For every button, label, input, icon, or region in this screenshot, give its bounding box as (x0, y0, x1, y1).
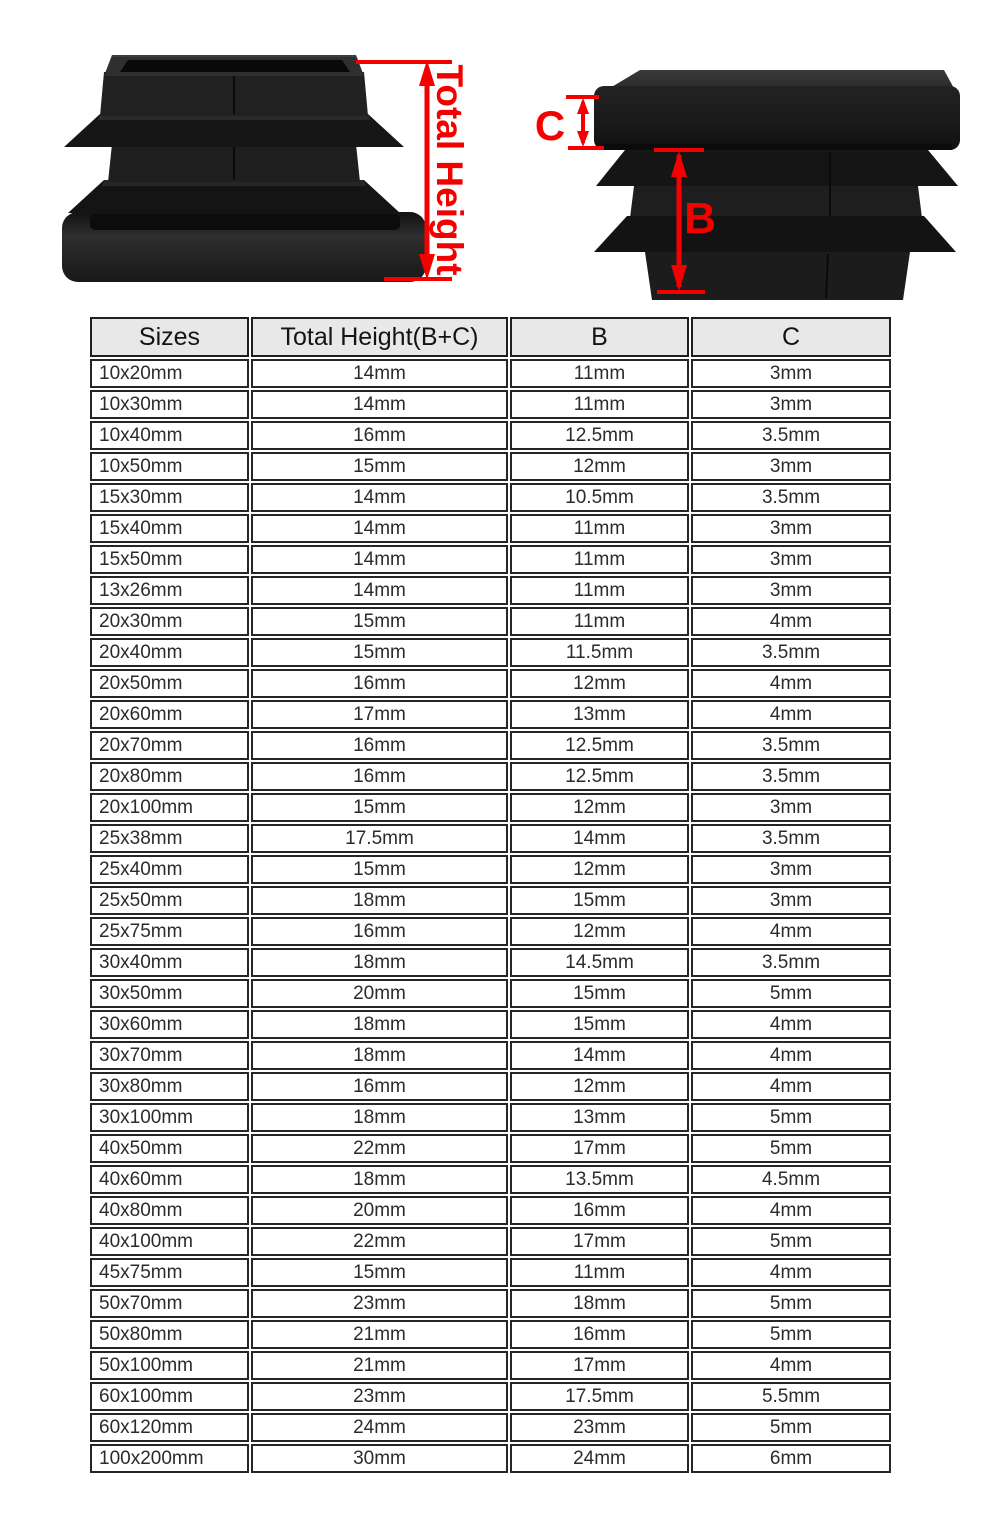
table-row (90, 1289, 891, 1318)
table-row (90, 1165, 891, 1194)
cell-total-height: 18mm (251, 1103, 508, 1132)
cell-c: 5mm (691, 1103, 891, 1132)
cell-c: 3mm (691, 452, 891, 481)
cell-total-height: 16mm (251, 421, 508, 450)
cell-total-height: 16mm (251, 917, 508, 946)
cell-b: 16mm (510, 1320, 689, 1349)
cell-total-height: 15mm (251, 638, 508, 667)
cell-size: 30x50mm (90, 979, 249, 1008)
cell-size: 30x60mm (90, 1010, 249, 1039)
table-row (90, 1320, 891, 1349)
cell-total-height: 18mm (251, 886, 508, 915)
table-row (90, 638, 891, 667)
cell-c: 5mm (691, 1289, 891, 1318)
cell-size: 100x200mm (90, 1444, 249, 1473)
cell-total-height: 15mm (251, 793, 508, 822)
cell-total-height: 16mm (251, 1072, 508, 1101)
cell-size: 30x100mm (90, 1103, 249, 1132)
cell-total-height: 30mm (251, 1444, 508, 1473)
cell-total-height: 14mm (251, 359, 508, 388)
cell-total-height: 15mm (251, 855, 508, 884)
cell-b: 14mm (510, 824, 689, 853)
cell-size: 30x40mm (90, 948, 249, 977)
cell-c: 4mm (691, 917, 891, 946)
cell-c: 4mm (691, 1010, 891, 1039)
cell-size: 25x38mm (90, 824, 249, 853)
column-header-c: C (691, 317, 891, 357)
cell-c: 4mm (691, 1041, 891, 1070)
cell-total-height: 15mm (251, 1258, 508, 1287)
cell-b: 17mm (510, 1227, 689, 1256)
table-row (90, 1444, 891, 1473)
cell-b: 11mm (510, 1258, 689, 1287)
cell-c: 4mm (691, 1072, 891, 1101)
cell-b: 11mm (510, 390, 689, 419)
cell-total-height: 23mm (251, 1382, 508, 1411)
table-row (90, 607, 891, 636)
cell-size: 60x100mm (90, 1382, 249, 1411)
cell-total-height: 14mm (251, 576, 508, 605)
cell-total-height: 22mm (251, 1227, 508, 1256)
cell-b: 13mm (510, 1103, 689, 1132)
b-label: B (684, 194, 716, 243)
table-row (90, 979, 891, 1008)
cell-c: 3mm (691, 359, 891, 388)
cell-b: 15mm (510, 886, 689, 915)
cell-b: 14.5mm (510, 948, 689, 977)
cell-b: 24mm (510, 1444, 689, 1473)
cell-b: 15mm (510, 979, 689, 1008)
cell-size: 10x40mm (90, 421, 249, 450)
cell-b: 12.5mm (510, 762, 689, 791)
cell-b: 11mm (510, 607, 689, 636)
cell-c: 4mm (691, 1196, 891, 1225)
cell-b: 11.5mm (510, 638, 689, 667)
cell-total-height: 14mm (251, 390, 508, 419)
cell-b: 17.5mm (510, 1382, 689, 1411)
table-row (90, 731, 891, 760)
table-row (90, 390, 891, 419)
table-row (90, 762, 891, 791)
cell-total-height: 16mm (251, 731, 508, 760)
cell-c: 3mm (691, 886, 891, 915)
cell-c: 3.5mm (691, 638, 891, 667)
table-row (90, 1413, 891, 1442)
cell-size: 10x50mm (90, 452, 249, 481)
total-height-label: Total Height (429, 64, 471, 276)
cell-b: 16mm (510, 1196, 689, 1225)
cell-c: 6mm (691, 1444, 891, 1473)
cell-total-height: 15mm (251, 452, 508, 481)
cell-size: 60x120mm (90, 1413, 249, 1442)
cell-size: 15x40mm (90, 514, 249, 543)
table-row (90, 793, 891, 822)
cell-size: 10x30mm (90, 390, 249, 419)
table-row (90, 1351, 891, 1380)
cell-b: 12mm (510, 855, 689, 884)
cell-b: 11mm (510, 359, 689, 388)
cell-total-height: 18mm (251, 1165, 508, 1194)
cell-b: 12mm (510, 452, 689, 481)
cell-c: 3.5mm (691, 483, 891, 512)
cell-c: 3.5mm (691, 824, 891, 853)
table-row (90, 545, 891, 574)
cell-size: 25x50mm (90, 886, 249, 915)
c-label: C (534, 102, 566, 149)
cell-size: 13x26mm (90, 576, 249, 605)
column-header-total-height: Total Height(B+C) (251, 317, 508, 357)
cell-size: 20x70mm (90, 731, 249, 760)
table-row (90, 1134, 891, 1163)
cell-size: 20x40mm (90, 638, 249, 667)
cell-b: 11mm (510, 514, 689, 543)
cell-total-height: 20mm (251, 979, 508, 1008)
column-header-b: B (510, 317, 689, 357)
cell-b: 12.5mm (510, 731, 689, 760)
cell-size: 30x70mm (90, 1041, 249, 1070)
cell-c: 3mm (691, 545, 891, 574)
cell-b: 12mm (510, 793, 689, 822)
cell-total-height: 21mm (251, 1351, 508, 1380)
cell-b: 10.5mm (510, 483, 689, 512)
cell-b: 12.5mm (510, 421, 689, 450)
table-row (90, 948, 891, 977)
cell-c: 3mm (691, 390, 891, 419)
table-row (90, 421, 891, 450)
cell-b: 14mm (510, 1041, 689, 1070)
table-row (90, 917, 891, 946)
table-row (90, 855, 891, 884)
cell-b: 15mm (510, 1010, 689, 1039)
cell-b: 11mm (510, 545, 689, 574)
cell-size: 15x30mm (90, 483, 249, 512)
cell-b: 12mm (510, 1072, 689, 1101)
cell-c: 4mm (691, 607, 891, 636)
cell-c: 4mm (691, 1258, 891, 1287)
cell-size: 20x50mm (90, 669, 249, 698)
cell-b: 12mm (510, 917, 689, 946)
cell-c: 4mm (691, 1351, 891, 1380)
cell-b: 17mm (510, 1134, 689, 1163)
cell-c: 3.5mm (691, 948, 891, 977)
cell-size: 45x75mm (90, 1258, 249, 1287)
cell-c: 3mm (691, 855, 891, 884)
cell-b: 11mm (510, 576, 689, 605)
product-hero (0, 0, 1000, 315)
cell-c: 3mm (691, 514, 891, 543)
cell-size: 25x75mm (90, 917, 249, 946)
table-row (90, 1258, 891, 1287)
cell-size: 10x20mm (90, 359, 249, 388)
cell-total-height: 18mm (251, 1041, 508, 1070)
cell-total-height: 15mm (251, 607, 508, 636)
cell-size: 30x80mm (90, 1072, 249, 1101)
cell-total-height: 17.5mm (251, 824, 508, 853)
table-row (90, 1010, 891, 1039)
table-row (90, 483, 891, 512)
cell-total-height: 17mm (251, 700, 508, 729)
cell-c: 5mm (691, 979, 891, 1008)
table-row (90, 1196, 891, 1225)
cell-total-height: 24mm (251, 1413, 508, 1442)
cell-c: 3.5mm (691, 731, 891, 760)
column-header-size: Sizes (90, 317, 249, 357)
table-row (90, 359, 891, 388)
table-row (90, 1041, 891, 1070)
cell-size: 40x100mm (90, 1227, 249, 1256)
cell-size: 50x80mm (90, 1320, 249, 1349)
cell-b: 13mm (510, 700, 689, 729)
table-row (90, 1382, 891, 1411)
cell-c: 5mm (691, 1320, 891, 1349)
cell-b: 17mm (510, 1351, 689, 1380)
cell-size: 15x50mm (90, 545, 249, 574)
cell-size: 40x60mm (90, 1165, 249, 1194)
cell-size: 50x100mm (90, 1351, 249, 1380)
cell-b: 18mm (510, 1289, 689, 1318)
cell-b: 12mm (510, 669, 689, 698)
table-row (90, 452, 891, 481)
table-row (90, 576, 891, 605)
cell-c: 3.5mm (691, 762, 891, 791)
cell-size: 50x70mm (90, 1289, 249, 1318)
cell-b: 23mm (510, 1413, 689, 1442)
cell-total-height: 14mm (251, 545, 508, 574)
cell-c: 5.5mm (691, 1382, 891, 1411)
cell-c: 5mm (691, 1134, 891, 1163)
header-row (90, 317, 891, 357)
cell-size: 20x100mm (90, 793, 249, 822)
cell-total-height: 23mm (251, 1289, 508, 1318)
cell-total-height: 16mm (251, 762, 508, 791)
cell-c: 3mm (691, 576, 891, 605)
table-body (90, 359, 891, 1473)
cell-b: 13.5mm (510, 1165, 689, 1194)
cell-size: 20x80mm (90, 762, 249, 791)
table-row (90, 886, 891, 915)
cell-total-height: 21mm (251, 1320, 508, 1349)
left-cap-photo (62, 55, 426, 282)
table-row (90, 669, 891, 698)
size-table-wrap (88, 315, 898, 1475)
table-row (90, 824, 891, 853)
cell-total-height: 18mm (251, 948, 508, 977)
cell-size: 20x30mm (90, 607, 249, 636)
cell-c: 4mm (691, 700, 891, 729)
table-row (90, 1072, 891, 1101)
cell-c: 3.5mm (691, 421, 891, 450)
cell-c: 5mm (691, 1413, 891, 1442)
cell-size: 25x40mm (90, 855, 249, 884)
cell-total-height: 18mm (251, 1010, 508, 1039)
cell-c: 4mm (691, 669, 891, 698)
right-cap-photo (594, 70, 960, 300)
cell-total-height: 22mm (251, 1134, 508, 1163)
table-row (90, 700, 891, 729)
cell-total-height: 16mm (251, 669, 508, 698)
cell-size: 40x80mm (90, 1196, 249, 1225)
cell-total-height: 20mm (251, 1196, 508, 1225)
cell-size: 40x50mm (90, 1134, 249, 1163)
cell-total-height: 14mm (251, 483, 508, 512)
cell-c: 3mm (691, 793, 891, 822)
table-row (90, 1227, 891, 1256)
table-row (90, 1103, 891, 1132)
size-table (88, 315, 893, 1475)
table-row (90, 514, 891, 543)
cell-c: 4.5mm (691, 1165, 891, 1194)
cell-size: 20x60mm (90, 700, 249, 729)
cell-c: 5mm (691, 1227, 891, 1256)
cell-total-height: 14mm (251, 514, 508, 543)
